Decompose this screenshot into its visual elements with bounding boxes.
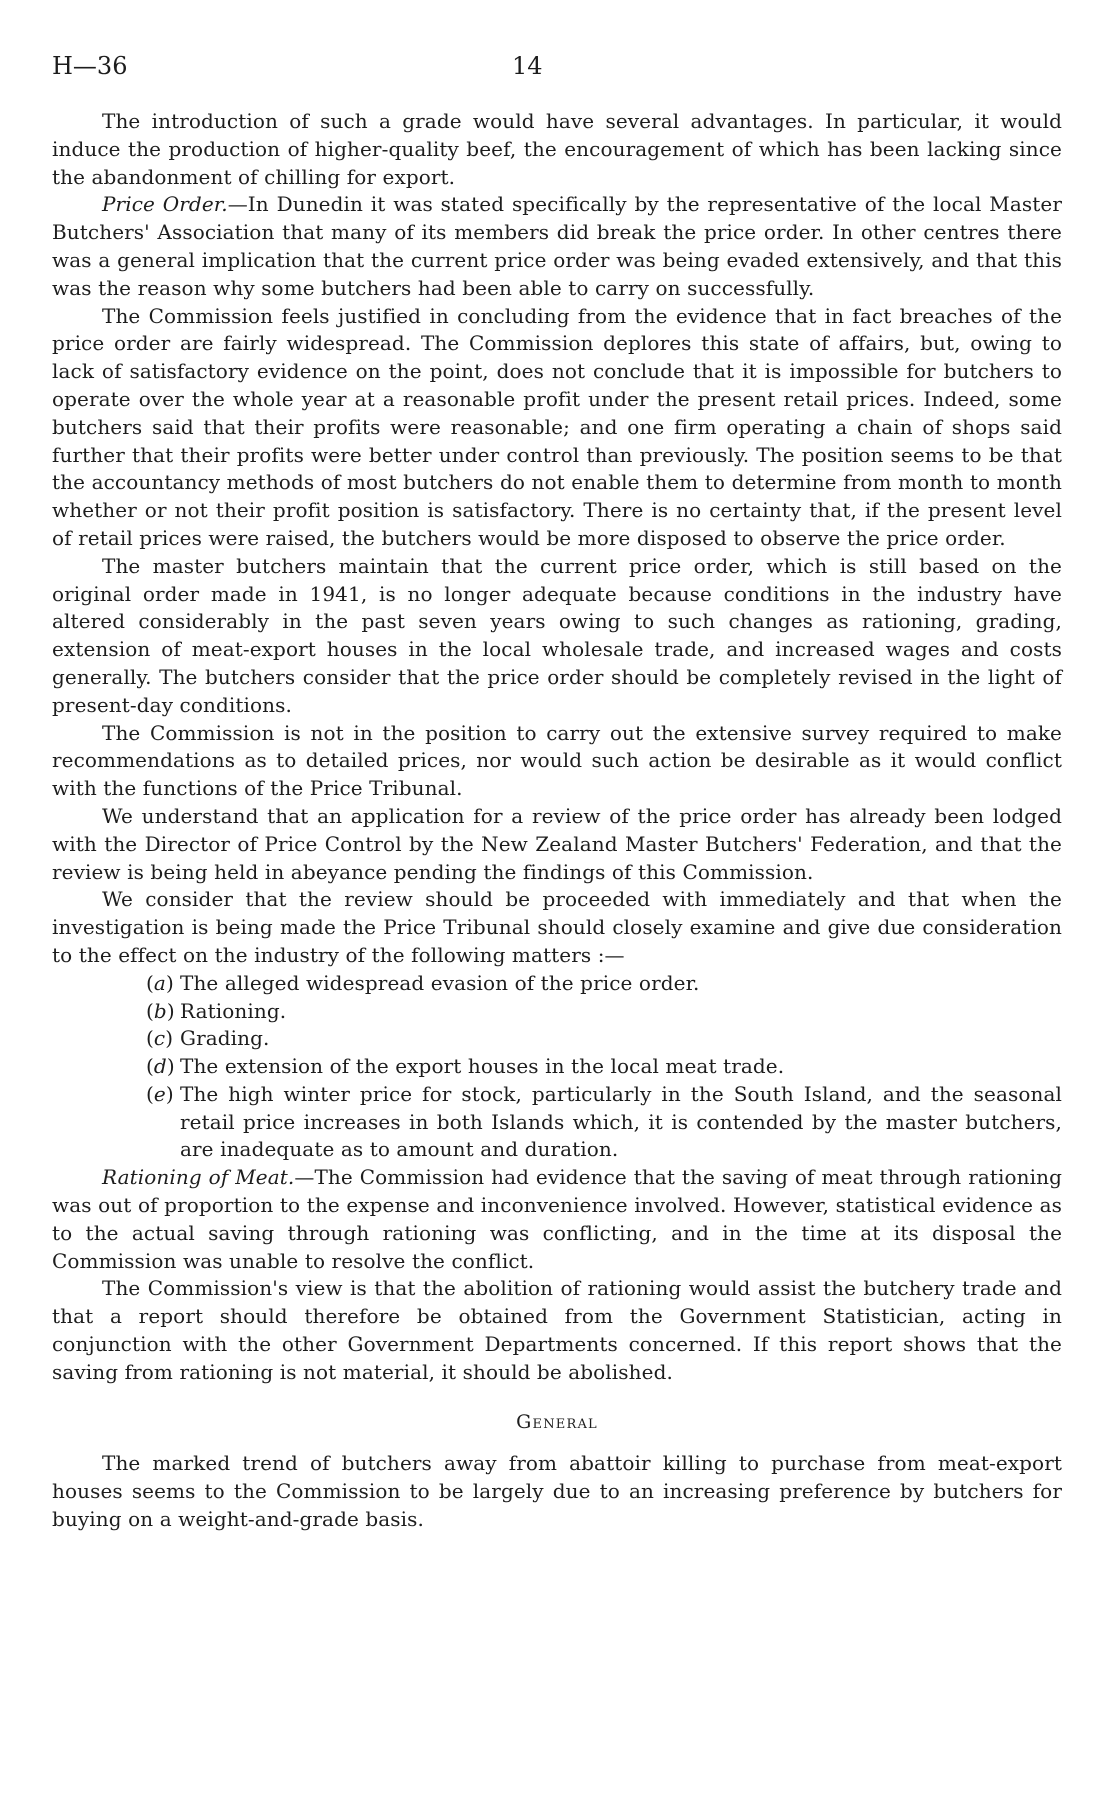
paragraph (52, 1164, 1062, 1275)
page-number: 14 (512, 52, 543, 80)
list-item-text: Grading. (180, 1026, 270, 1051)
list-item-marker: (c) (146, 1026, 174, 1051)
paragraph (52, 191, 1062, 302)
paragraph: The Commission feels justified in concluding from the evidence that in fact breaches of the price order are fairly widespread. The Commission deplores this state of affairs, but, owing to lack of satisfactory evidence on the point, does not conclude that it is impossible for butchers to operate over the whole year at a reasonable profit under the present retail prices. Indeed, some butchers said that their profits were reasonable; and one firm operating a chain of shops said further that their profits were better under control than previously. The position seems to be that the accountancy methods of most butchers do not enable them to determine from month to month whether or not their profit position is satisfactory. There is no certainty that, if the present level of retail prices were raised, the butchers would be more disposed to observe the price order. (52, 303, 1062, 550)
list-item (52, 1053, 1062, 1081)
list-item-text: The alleged widespread evasion of the price order. (180, 970, 700, 995)
list-item (52, 998, 1062, 1026)
paragraph: The Commission's view is that the abolition of rationing would assist the butchery trade and that a report should therefore be obtained from the Government Statistician, acting in conjunction with the other Government Departments concerned. If this report shows that the saving from rationing is not material, it should be abolished. (52, 1276, 1062, 1384)
list-item (52, 1081, 1062, 1164)
paragraph: The master butchers maintain that the current price order, which is still based on the original order made in 1941, is no longer adequate because conditions in the industry have altered considerably in the past seven years owing to such changes as rationing, grading, extension of meat-export houses in the local wholesale trade, and increased wages and costs generally. The butchers consider that the price order should be completely revised in the light of present-day conditions. (52, 553, 1062, 717)
list-item-marker: (a) (146, 970, 174, 995)
page-header (52, 52, 1062, 86)
document-reference: H—36 (52, 52, 128, 80)
paragraph-text: —In Dunedin it was stated specifically by the representative of the local Master Butchers' Association that many of its members did break the price order. In other centres there was a general implication that the current price order was being evaded extensively, and that this was the reason why some butchers had been able to carry on successfully. (52, 192, 1063, 300)
paragraph: We understand that an application for a review of the price order has already been lodged with the Director of Price Control by the New Zealand Master Butchers' Federation, and that the review is being held in abeyance pending the findings of this Commission. (52, 803, 1062, 884)
document-page (52, 52, 1062, 1534)
paragraph-heading: Rationing of Meat. (102, 1165, 295, 1190)
paragraph: The marked trend of butchers away from abattoir killing to purchase from meat-export houses seems to the Commission to be largely due to an increasing preference by butchers for buying on a weight-and-grade basis. (52, 1451, 1062, 1532)
paragraph-heading: Price Order. (102, 192, 228, 217)
section-heading: General (516, 1410, 598, 1433)
matters-list (52, 970, 1062, 1165)
paragraph: The introduction of such a grade would have several advantages. In particular, it would induce the production of higher-quality beef, the encouragement of which has been lacking since the abandonment of chilling for export. (52, 109, 1062, 189)
list-item-text: The high winter price for stock, particularly in the South Island, and the seasonal retail price increases in both Islands which, it is contended by the master butchers, are inadequate as to amount and duration. (180, 1081, 1062, 1162)
list-item-text: Rationing. (180, 998, 287, 1023)
list-item (52, 970, 1062, 998)
list-item (52, 1025, 1062, 1053)
list-item-marker: (e) (146, 1081, 174, 1106)
paragraph: The Commission is not in the position to carry out the extensive survey required to make recommendations as to detailed prices, nor would such action be desirable as it would conflict with the functions of the Price Tribunal. (52, 720, 1062, 801)
body-text (52, 108, 1062, 1534)
list-item-marker: (b) (146, 998, 175, 1023)
list-item-text: The extension of the export houses in the local meat trade. (180, 1054, 785, 1079)
paragraph: We consider that the review should be proceeded with immediately and that when the investigation is being made the Price Tribunal should closely examine and give due consideration to the effect on the industry of the following matters :— (52, 887, 1062, 967)
list-item-marker: (d) (146, 1054, 175, 1079)
paragraph-text: —The Commission had evidence that the saving of meat through rationing was out of proportion to the expense and inconvenience involved. However, statistical evidence as to the actual saving through rationing was conflicting, and in the time at its disposal the Commission was unable to resolve the conflict. (52, 1165, 1063, 1273)
